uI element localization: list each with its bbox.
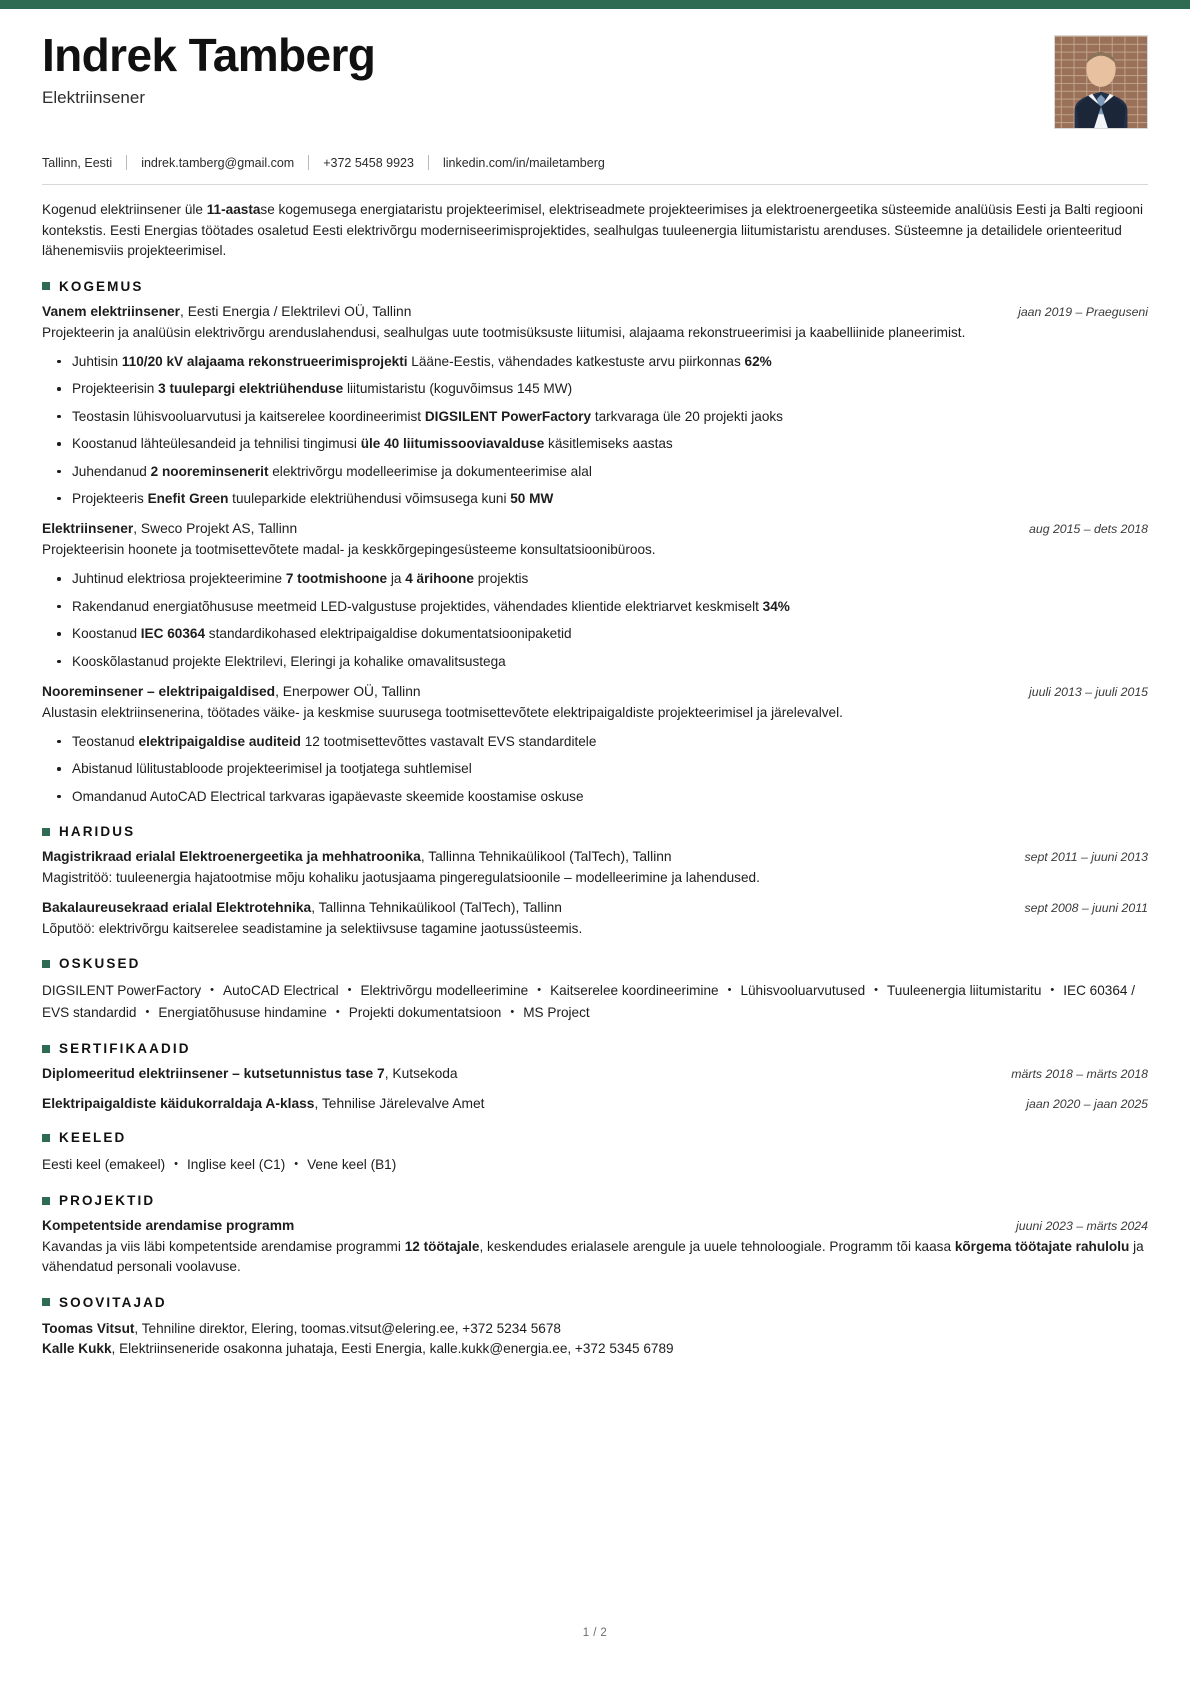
emphasis-text: Bakalaureusekraad erialal Elektrotehnika	[42, 900, 312, 916]
list-separator-dot: •	[145, 1006, 150, 1019]
contact-email[interactable]: indrek.tamberg@gmail.com	[141, 155, 295, 170]
emphasis-text: 110/20 kV alajaama rekonstrueerimisprojekti	[121, 353, 408, 369]
body-text: elektrivõrgu modelleerimise ja dokumenteerimise alal	[268, 463, 592, 479]
body-text: Projekteeris	[72, 490, 148, 506]
section-skills	[42, 956, 1148, 1024]
contact-phone[interactable]: +372 5458 9923	[323, 155, 414, 170]
square-bullet-icon	[42, 960, 50, 968]
section-title-certificates: SERTIFIKAADID	[59, 1041, 191, 1057]
certificate-line	[42, 1065, 458, 1084]
page-title: Indrek Tamberg	[42, 29, 376, 81]
body-text: se kogemusega energiataristu projekteerimisel, elektriseadmete projekteerimises ja elektroenergeetika süsteemide analüüsis Eesti ja Balti regiooni kontekstis. Eesti Energias töötades osaletud Eesti elektrivõrgu moderniseerimisprojektides, sealhulgas tuuleenergia liitumistaristu arenduses. Süsteemne ja detailidele orienteeritud lähenemisviis projekteerimisel.	[42, 202, 1143, 259]
body-text: , Tehniline direktor, Elering, toomas.vitsut@elering.ee, +372 5234 5678	[134, 1320, 561, 1336]
page-number: 1 / 2	[582, 1627, 608, 1639]
section-certificates	[42, 1041, 1148, 1113]
entry-description: Magistritöö: tuuleenergia hajatootmise mõju kohaliku jaotusjaama pingeregulatsioonile – modelleerimine ja lahendused.	[42, 869, 760, 885]
body-text: , Elektriinseneride osakonna juhataja, Eesti Energia, kalle.kukk@energia.ee, +372 5345 6789	[111, 1341, 674, 1357]
header-divider	[42, 184, 1148, 185]
entry-description: Alustasin elektriinsenerina, töötades väike- ja keskmise suurusega tootmisettevõtete elektripaigaldiste projekteerimisel ja järelevalvel.	[42, 704, 843, 720]
entry-description	[42, 1237, 1148, 1278]
body-text: , Tallinna Tehnikaülikool (TalTech), Tallinn	[420, 849, 672, 865]
emphasis-text: Enefit Green	[147, 490, 229, 506]
entry-date: jaan 2019 – Praeguseni	[1018, 304, 1148, 319]
education-entry	[42, 899, 1148, 939]
job-title-line	[42, 303, 411, 322]
emphasis-text: 4 ärihoone	[405, 571, 474, 587]
section-header	[42, 824, 1148, 839]
resume-header	[42, 9, 1148, 129]
square-bullet-icon	[42, 1134, 50, 1142]
entry-date: aug 2015 – dets 2018	[1029, 522, 1148, 537]
section-title-references: SOOVITAJAD	[59, 1294, 167, 1310]
job-title-line	[42, 520, 297, 539]
section-header	[42, 1193, 1148, 1208]
body-text: Omandanud AutoCAD Electrical tarkvaras igapäevaste skeemide koostamise oskuse	[72, 788, 584, 804]
body-text: Lääne-Eestis, vähendades katkestuste arvu piirkonnas	[407, 353, 745, 369]
bullet-item	[72, 434, 1148, 454]
body-text: 12 tootmisettevõttes vastavalt EVS standarditele	[300, 733, 597, 749]
bullet-item	[72, 462, 1148, 482]
section-header	[42, 1041, 1148, 1056]
list-item: Kaitserelee koordineerimine	[550, 983, 719, 999]
entry-header	[42, 899, 1148, 918]
list-item: Vene keel (B1)	[307, 1157, 397, 1173]
bullet-item	[72, 652, 1148, 672]
section-header	[42, 956, 1148, 971]
entry-date: sept 2008 – juuni 2011	[1024, 901, 1148, 916]
list-separator-dot: •	[294, 1158, 299, 1171]
entry-header	[42, 1217, 1148, 1236]
entry-description: Lõputöö: elektrivõrgu kaitserelee seadistamine ja selektiivsuse tagamine jaotussüsteemis.	[42, 920, 583, 936]
emphasis-text: 62%	[744, 353, 772, 369]
body-text: , Sweco Projekt AS, Tallinn	[133, 521, 298, 537]
emphasis-text: elektripaigaldise auditeid	[138, 733, 301, 749]
entry-header	[42, 1065, 1148, 1084]
entry-date: juuni 2023 – märts 2024	[1016, 1219, 1148, 1234]
contact-separator	[308, 155, 309, 170]
body-text: Juhendanud	[72, 463, 151, 479]
emphasis-text: 12 töötajale	[404, 1239, 480, 1255]
bullet-item	[72, 379, 1148, 399]
skills-list	[42, 980, 1148, 1024]
emphasis-text: 3 tuulepargi elektriühenduse	[158, 381, 344, 397]
experience-entry	[42, 683, 1148, 807]
reference-entry	[42, 1319, 1148, 1339]
section-title-projects: PROJEKTID	[59, 1193, 156, 1209]
list-separator-dot: •	[335, 1006, 340, 1019]
certificate-line	[42, 1095, 484, 1114]
degree-line	[42, 899, 562, 918]
project-name-line	[42, 1217, 294, 1236]
emphasis-text: Magistrikraad erialal Elektroenergeetika ja mehhatroonika	[42, 849, 421, 865]
body-text: Koostanud	[72, 626, 141, 642]
certificate-entries	[42, 1065, 1148, 1113]
body-text: Projekteerisin	[72, 381, 159, 397]
emphasis-text: Elektripaigaldiste käidukorraldaja A-klass	[42, 1095, 315, 1111]
list-separator-dot: •	[874, 984, 878, 997]
reference-entry	[42, 1339, 1148, 1359]
body-text: ja vähendatud personali voolavuse.	[42, 1239, 1144, 1275]
emphasis-text: DIGSILENT PowerFactory	[424, 408, 592, 424]
emphasis-text: Vanem elektriinsener	[42, 303, 181, 319]
entry-header	[42, 1095, 1148, 1114]
bullet-item	[72, 569, 1148, 589]
entry-header	[42, 520, 1148, 539]
body-text: Kooskõlastanud projekte Elektrilevi, Eleringi ja kohalike omavalitsustega	[72, 653, 506, 669]
list-separator-dot: •	[537, 984, 542, 997]
section-title-skills: OSKUSED	[59, 956, 141, 972]
section-header	[42, 1130, 1148, 1145]
body-text: Teostasin lühisvooluarvutusi ja kaitserelee koordineerimist	[72, 408, 425, 424]
header-text-block	[42, 31, 1054, 108]
body-text: Rakendanud energiatõhususe meetmeid LED-valgustuse projektides, vähendades klientide elektriarvet keskmiselt	[72, 598, 763, 614]
square-bullet-icon	[42, 282, 50, 290]
entry-date: juuli 2013 – juuli 2015	[1029, 684, 1148, 699]
bullet-item	[72, 624, 1148, 644]
entry-header	[42, 848, 1148, 867]
contact-separator	[428, 155, 429, 170]
list-item: Elektrivõrgu modelleerimine	[360, 983, 529, 999]
project-entry	[42, 1217, 1148, 1277]
list-item: MS Project	[523, 1005, 590, 1021]
body-text: Juhtisin	[72, 353, 122, 369]
emphasis-text: 2 nooreminsenerit	[150, 463, 269, 479]
body-text: , Kutsekoda	[384, 1066, 458, 1082]
professional-summary	[42, 200, 1148, 262]
body-text: tuuleparkide elektriühendusi võimsusega kuni	[228, 490, 511, 506]
contact-separator	[126, 155, 127, 170]
body-text: , Enerpower OÜ, Tallinn	[275, 683, 421, 699]
section-title-languages: KEELED	[59, 1130, 127, 1146]
emphasis-text: Diplomeeritud elektriinsener – kutsetunnistus tase 7	[42, 1066, 385, 1082]
list-item: Projekti dokumentatsioon	[348, 1005, 502, 1021]
emphasis-text: kõrgema töötajate rahulolu	[954, 1239, 1130, 1255]
resume-page	[0, 9, 1190, 1360]
profile-photo-illustration	[1055, 36, 1147, 128]
entry-description: Projekteerisin hoonete ja tootmisettevõtete madal- ja keskkõrgepingesüsteeme konsultatsioonibüroos.	[42, 541, 656, 557]
emphasis-text: IEC 60364	[140, 626, 206, 642]
list-item: AutoCAD Electrical	[223, 983, 339, 999]
body-text: , Tehnilise Järelevalve Amet	[314, 1095, 485, 1111]
entry-date: sept 2011 – juuni 2013	[1024, 850, 1148, 865]
square-bullet-icon	[42, 1045, 50, 1053]
emphasis-text: 7 tootmishoone	[285, 571, 388, 587]
body-text: Kogenud elektriinsener üle	[42, 202, 207, 217]
bullet-item	[72, 732, 1148, 752]
certificate-entry	[42, 1095, 1148, 1114]
contact-linkedin[interactable]: linkedin.com/in/mailetamberg	[442, 155, 605, 170]
entry-bullet-list	[42, 352, 1148, 509]
bullet-item	[72, 407, 1148, 427]
list-separator-dot: •	[210, 984, 215, 997]
list-item: Lühisvooluarvutused	[740, 983, 866, 999]
body-text: Teostanud	[72, 733, 139, 749]
bullet-item	[72, 787, 1148, 807]
list-separator-dot: •	[1050, 984, 1055, 997]
experience-entry	[42, 520, 1148, 672]
experience-entry	[42, 303, 1148, 509]
project-entries	[42, 1217, 1148, 1277]
languages-list	[42, 1154, 1148, 1176]
body-text: ja	[387, 571, 406, 587]
experience-entries	[42, 303, 1148, 807]
education-entry	[42, 848, 1148, 888]
square-bullet-icon	[42, 828, 50, 836]
body-text: käsitlemiseks aastas	[544, 436, 673, 452]
entry-bullet-list	[42, 569, 1148, 672]
bullet-item	[72, 597, 1148, 617]
reference-line	[42, 1339, 1148, 1359]
job-title-line	[42, 683, 421, 702]
list-separator-dot: •	[727, 984, 732, 997]
body-text: liitumistaristu (koguvõimsus 145 MW)	[343, 381, 573, 397]
section-title-education: HARIDUS	[59, 824, 136, 840]
education-entries	[42, 848, 1148, 939]
square-bullet-icon	[42, 1298, 50, 1306]
body-text: projektis	[473, 571, 529, 587]
body-text: Abistanud lülitustabloode projekteerimisel ja tootjatega suhtlemisel	[72, 761, 472, 777]
body-text: tarkvaraga üle 20 projekti jaoks	[591, 408, 783, 424]
bullet-item	[72, 489, 1148, 509]
list-item: IEC 60364 / EVS standardid	[42, 983, 1136, 1021]
emphasis-text: 34%	[762, 598, 790, 614]
degree-line	[42, 848, 672, 867]
body-text: Kavandas ja viis läbi kompetentside arendamise programmi	[42, 1239, 405, 1255]
list-separator-dot: •	[347, 984, 352, 997]
section-header	[42, 1295, 1148, 1310]
section-languages	[42, 1130, 1148, 1176]
section-experience	[42, 279, 1148, 807]
body-text: , keskendudes erialasele arengule ja uuele tehnoloogiale. Programm tõi kaasa	[479, 1239, 955, 1255]
accent-top-bar	[0, 0, 1190, 9]
entry-header	[42, 683, 1148, 702]
emphasis-text: 11-aasta	[206, 202, 261, 217]
body-text: , Tallinna Tehnikaülikool (TalTech), Tallinn	[311, 900, 562, 916]
reference-entries	[42, 1319, 1148, 1360]
list-separator-dot: •	[174, 1158, 179, 1171]
list-item: Tuuleenergia liitumistaritu	[887, 983, 1042, 999]
list-item: Eesti keel (emakeel)	[42, 1157, 166, 1173]
list-separator-dot: •	[510, 1006, 515, 1019]
reference-line	[42, 1319, 1148, 1339]
emphasis-text: Toomas Vitsut	[42, 1320, 135, 1336]
certificate-entry	[42, 1065, 1148, 1084]
entry-date: märts 2018 – märts 2018	[1011, 1067, 1148, 1082]
emphasis-text: Kalle Kukk	[42, 1341, 112, 1357]
contact-bar	[42, 155, 1148, 170]
body-text: Koostanud lähteülesandeid ja tehnilisi tingimusi	[72, 436, 361, 452]
entry-description: Projekteerin ja analüüsin elektrivõrgu arenduslahendusi, sealhulgas uute tootmisüksuste liitumisi, alajaama rekonstrueerimisi ja kaabelliinide planeerimist.	[42, 324, 966, 340]
emphasis-text: Elektriinsener	[42, 521, 134, 537]
body-text: , Eesti Energia / Elektrilevi OÜ, Tallinn	[180, 303, 412, 319]
emphasis-text: Nooreminsener – elektripaigaldised	[42, 683, 276, 699]
section-education	[42, 824, 1148, 939]
bullet-item	[72, 352, 1148, 372]
bullet-item	[72, 759, 1148, 779]
square-bullet-icon	[42, 1197, 50, 1205]
emphasis-text: üle 40 liitumissooviavalduse	[360, 436, 545, 452]
section-references	[42, 1295, 1148, 1360]
job-title: Elektriinsener	[42, 87, 145, 107]
avatar	[1054, 35, 1148, 129]
emphasis-text: Kompetentside arendamise programm	[42, 1218, 295, 1234]
list-item: Energiatõhususe hindamine	[158, 1005, 327, 1021]
list-item: DIGSILENT PowerFactory	[42, 983, 202, 999]
section-projects	[42, 1193, 1148, 1277]
list-item: Inglise keel (C1)	[187, 1157, 286, 1173]
section-title-experience: KOGEMUS	[59, 278, 144, 294]
body-text: standardikohased elektripaigaldise dokumentatsioonipaketid	[205, 626, 572, 642]
entry-bullet-list	[42, 732, 1148, 807]
contact-location: Tallinn, Eesti	[42, 155, 113, 170]
emphasis-text: 50 MW	[510, 490, 554, 506]
entry-date: jaan 2020 – jaan 2025	[1026, 1096, 1148, 1111]
entry-header	[42, 303, 1148, 322]
section-header	[42, 279, 1148, 294]
body-text: Juhtinud elektriosa projekteerimine	[72, 571, 286, 587]
